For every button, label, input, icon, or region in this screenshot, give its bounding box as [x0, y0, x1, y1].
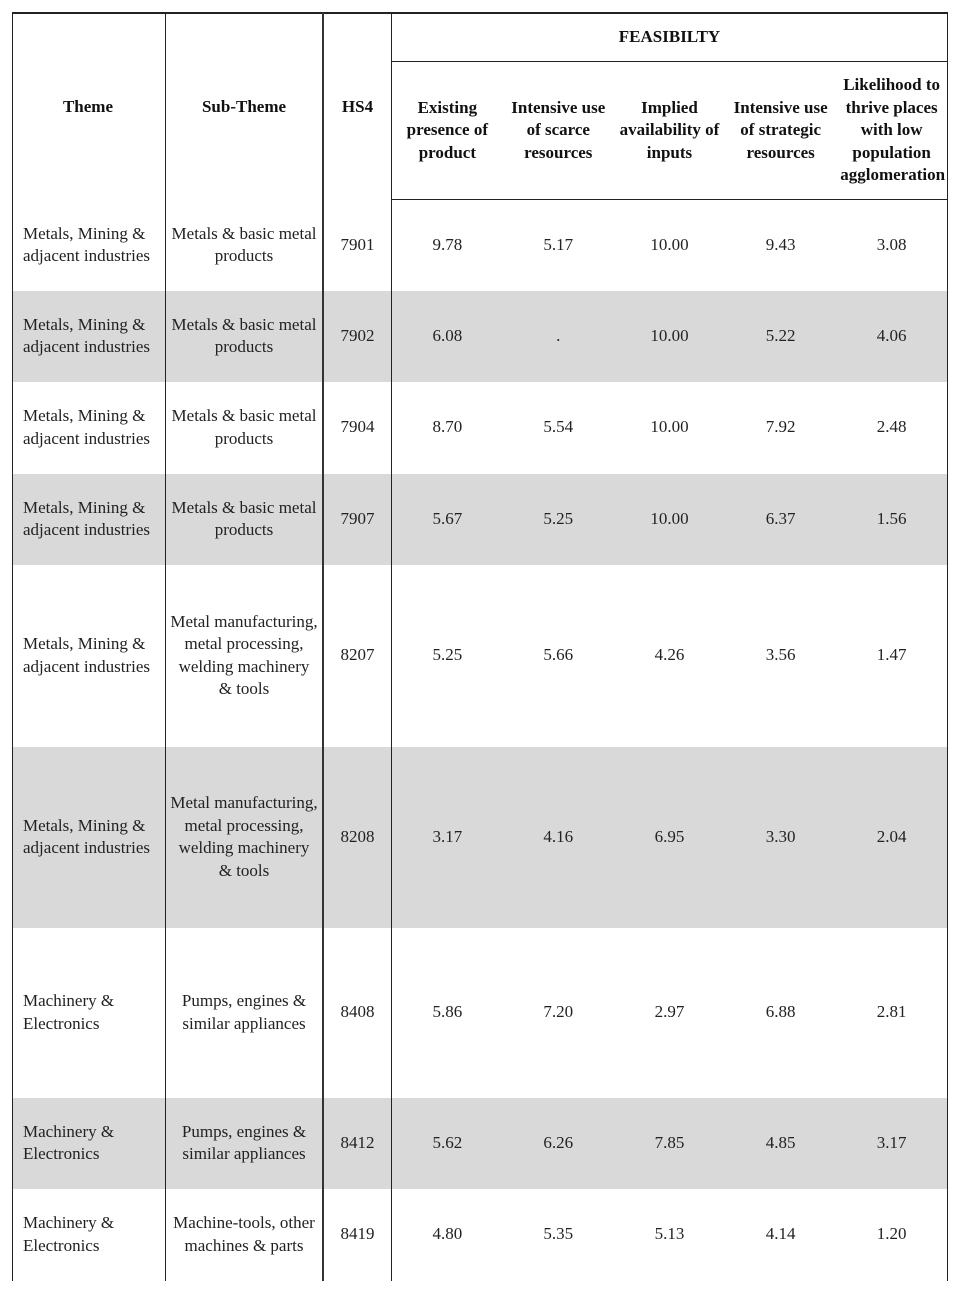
- hs4-cell: 8412: [323, 1098, 392, 1189]
- value-cell: 6.95: [614, 747, 725, 928]
- table-row: [13, 928, 948, 1098]
- value-cell: 5.13: [654, 1224, 685, 1244]
- table-row: [13, 382, 948, 474]
- header-sub-theme: Sub-Theme: [166, 13, 324, 200]
- sub-theme-cell: Metals & basic metal products: [166, 382, 324, 474]
- value-cell: 4.16: [503, 747, 614, 928]
- value-cell: 4.80: [432, 1224, 463, 1244]
- theme-cell: Machinery & Electronics: [13, 928, 166, 1098]
- hs4-cell: 7902: [323, 291, 392, 382]
- value-cell: 5.62: [392, 1098, 503, 1189]
- theme-cell: Metals, Mining & adjacent industries: [13, 382, 166, 474]
- value-cell: 9.43: [765, 235, 796, 254]
- header-theme: Theme: [13, 13, 166, 200]
- table-row: [13, 1098, 948, 1189]
- table-row: [13, 747, 948, 928]
- value-cell: 5.66: [543, 645, 574, 665]
- hs4-cell: 7904: [323, 382, 392, 474]
- sub-theme-cell: Machine-tools, other machines & parts: [166, 1189, 324, 1281]
- hs4-cell: 8208: [323, 747, 392, 928]
- theme-cell: Machinery & Electronics: [13, 1098, 166, 1189]
- table-row: [13, 200, 948, 291]
- value-cell: 2.48: [836, 382, 947, 474]
- feasibility-table: [12, 12, 948, 1281]
- value-cell: 5.17: [543, 235, 574, 254]
- value-cell: 4.14: [765, 1224, 796, 1244]
- theme-cell: Metals, Mining & adjacent industries: [13, 747, 166, 928]
- value-cell: 5.67: [392, 474, 503, 565]
- value-cell: 5.54: [543, 417, 574, 437]
- hs4-cell: 8408: [323, 928, 392, 1098]
- value-cell: 6.26: [503, 1098, 614, 1189]
- sub-theme-cell: Pumps, engines & similar appliances: [166, 1098, 324, 1189]
- value-cell: 3.17: [836, 1098, 947, 1189]
- header-strategic-resources: Intensive use of strategic resources: [725, 62, 836, 200]
- value-cell: 10.00: [614, 291, 725, 382]
- sub-theme-cell: Metals & basic metal products: [166, 474, 324, 565]
- value-cell: 4.85: [725, 1098, 836, 1189]
- value-cell: 3.56: [765, 645, 796, 665]
- hs4-cell: 7907: [323, 474, 392, 565]
- value-cell: 3.17: [392, 747, 503, 928]
- value-cell: 6.37: [725, 474, 836, 565]
- value-cell: 5.22: [725, 291, 836, 382]
- value-cell: 10.00: [650, 235, 689, 254]
- value-cell: 10.00: [650, 417, 689, 437]
- value-cell: .: [503, 291, 614, 382]
- header-low-population-likelihood: Likelihood to thrive places with low population agglomeration: [836, 62, 947, 200]
- value-cell: 3.08: [836, 200, 947, 291]
- value-cell: 1.20: [836, 1189, 947, 1281]
- value-cell: 2.04: [836, 747, 947, 928]
- value-cell: 5.25: [503, 474, 614, 565]
- table-row: [13, 474, 948, 565]
- table-row: [13, 291, 948, 382]
- value-cell: 4.06: [836, 291, 947, 382]
- value-cell: 4.26: [654, 645, 685, 665]
- value-cell: 7.92: [765, 417, 796, 437]
- theme-cell: Metals, Mining & adjacent industries: [13, 291, 166, 382]
- table-row: [13, 565, 948, 747]
- value-cell: 6.08: [392, 291, 503, 382]
- value-cell: 5.35: [543, 1224, 574, 1244]
- sub-theme-cell: Pumps, engines & similar appliances: [166, 928, 324, 1098]
- hs4-cell: 8419: [323, 1189, 392, 1281]
- value-cell: 2.81: [836, 928, 947, 1098]
- theme-cell: Metals, Mining & adjacent industries: [13, 565, 166, 747]
- value-cell: 5.86: [432, 1002, 463, 1022]
- theme-cell: Metals, Mining & adjacent industries: [13, 200, 166, 291]
- sub-theme-cell: Metal manufacturing, metal processing, welding machinery & tools: [166, 747, 324, 928]
- value-cell: 2.97: [654, 1002, 685, 1022]
- hs4-cell: 7901: [323, 200, 392, 291]
- hs4-cell: 8207: [323, 565, 392, 747]
- sub-theme-cell: Metals & basic metal products: [166, 200, 324, 291]
- value-cell: 5.25: [432, 645, 463, 665]
- value-cell: 7.20: [543, 1002, 574, 1022]
- header-scarce-resources: Intensive use of scarce resources: [503, 62, 614, 200]
- value-cell: 9.78: [432, 235, 463, 254]
- theme-cell: Metals, Mining & adjacent industries: [13, 474, 166, 565]
- header-implied-availability: Implied availability of inputs: [614, 62, 725, 200]
- sub-theme-cell: Metals & basic metal products: [166, 291, 324, 382]
- value-cell: 1.47: [836, 565, 947, 747]
- sub-theme-cell: Metal manufacturing, metal processing, welding machinery & tools: [166, 565, 324, 747]
- value-cell: 1.56: [836, 474, 947, 565]
- value-cell: 6.88: [765, 1002, 796, 1022]
- value-cell: 10.00: [614, 474, 725, 565]
- theme-cell: Machinery & Electronics: [13, 1189, 166, 1281]
- value-cell: 7.85: [614, 1098, 725, 1189]
- header-hs4: HS4: [323, 13, 392, 200]
- header-feasibility-group: FEASIBILTY: [392, 13, 948, 62]
- value-cell: 3.30: [725, 747, 836, 928]
- header-existing-presence: Existing presence of product: [392, 62, 503, 200]
- table-row: [13, 1189, 948, 1281]
- value-cell: 8.70: [432, 417, 463, 437]
